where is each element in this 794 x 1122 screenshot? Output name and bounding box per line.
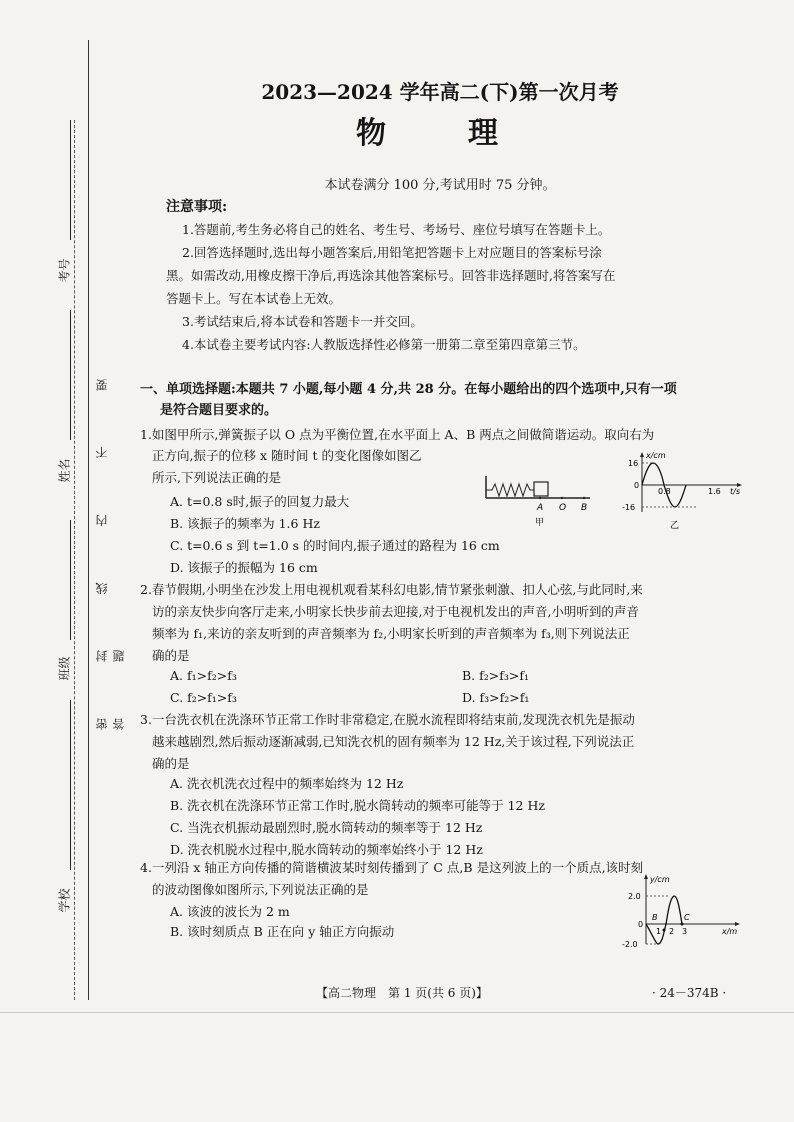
fig-yi-ylabel: x/cm (646, 451, 666, 460)
q2-option-b: B. f₂>f₃>f₁ (462, 668, 529, 683)
q2-option-c: C. f₂>f₁>f₃ (170, 690, 237, 705)
q4-stem: 4.一列沿 x 轴正方向传播的简谐横波某时刻传播到了 C 点,B 是这列波上的一个质点,该时刻 (140, 860, 644, 875)
q2-stem-4: 确的是 (152, 648, 190, 663)
seal-text: 密 封 线 内 不 要 答 题 (95, 352, 126, 730)
q3-stem-3: 确的是 (152, 756, 190, 771)
q1-stem-3: 所示,下列说法正确的是 (152, 470, 281, 485)
fig-q4-point-b: B (652, 913, 658, 922)
figure-yi-graph (618, 450, 748, 540)
field-line-banji (70, 520, 71, 640)
field-xuexiao: 学校 (57, 888, 72, 913)
note-2-end: 答题卡上。写在本试卷上无效。 (166, 291, 342, 306)
fig-q4-ytick-0: 0 (638, 920, 644, 929)
q3-stem-2: 越来越剧烈,然后振动逐渐减弱,已知洗衣机的固有频率为 12 Hz,关于该过程,下列说法正 (152, 734, 635, 749)
section-heading: 一、单项选择题:本题共 7 小题,每小题 4 分,共 28 分。在每小题给出的四个选项中,只有一项 (140, 382, 677, 397)
q2-stem-3: 频率为 f₁,来访的亲友听到的声音频率为 f₂,小明家长听到的声音频率为 f₃,则下列说法正 (152, 626, 630, 641)
field-line-xuexiao (70, 700, 71, 870)
score-info: 本试卷满分 100 分,考试用时 75 分钟。 (324, 178, 556, 193)
note-2-cont: 黑。如需改动,用橡皮擦干净后,再选涂其他答案标号。回答非选择题时,将答案写在 (166, 268, 616, 283)
note-3: 3.考试结束后,将本试卷和答题卡一并交回。 (182, 314, 423, 329)
fig-yi-ytick-16: 16 (628, 459, 639, 468)
q1-option-c: C. t=0.6 s 到 t=1.0 s 的时间内,振子通过的路程为 16 cm (170, 538, 500, 553)
margin-rule-outer (74, 120, 75, 1000)
field-xingming: 姓名 (57, 458, 72, 483)
fig-q4-ytick-2: 2.0 (628, 892, 641, 901)
fig-yi-ytick-0: 0 (634, 481, 640, 490)
q3-option-a: A. 洗衣机洗衣过程中的频率始终为 12 Hz (170, 776, 404, 791)
fig-q4-ytick-m2: -2.0 (622, 940, 638, 949)
q1-option-a: A. t=0.8 s时,振子的回复力最大 (170, 494, 350, 509)
q1-stem-2: 正方向,振子的位移 x 随时间 t 的变化图像如图乙 (152, 448, 422, 463)
q2-stem: 2.春节假期,小明坐在沙发上用电视机观看某科幻电影,情节紧张刺激、扣人心弦,与此同时,来 (140, 582, 643, 597)
q4-option-b: B. 该时刻质点 B 正在向 y 轴正方向振动 (170, 924, 395, 939)
fig-yi-xtick-08: 0.8 (658, 487, 671, 496)
q4-stem-2: 的波动图像如图所示,下列说法正确的是 (152, 882, 369, 897)
section-heading-cont: 是符合题目要求的。 (160, 403, 278, 418)
fig-q4-xtick-2: 2 (669, 927, 675, 936)
field-banji: 班级 (57, 656, 72, 681)
note-1: 1.答题前,考生务必将自己的姓名、考生号、考场号、座位号填写在答题卡上。 (182, 222, 611, 237)
fig-jia-label-a: A (537, 503, 544, 513)
subject-title: 物 理 (356, 116, 524, 151)
field-line-xingming (70, 310, 71, 440)
fig-jia-label-b: B (581, 503, 588, 513)
q3-option-d: D. 洗衣机脱水过程中,脱水筒转动的频率始终小于 12 Hz (170, 842, 483, 857)
note-4: 4.本试卷主要考试内容:人教版选择性必修第一册第二章至第四章第三节。 (182, 337, 586, 352)
q1-stem: 1.如图甲所示,弹簧振子以 O 点为平衡位置,在水平面上 A、B 两点之间做简谐运动。取向右为 (140, 427, 655, 442)
figure-q4-wave (614, 872, 744, 952)
fig-yi-ytick-m16: -16 (622, 503, 636, 512)
q3-stem: 3.一台洗衣机在洗涤环节正常工作时非常稳定,在脱水流程即将结束前,发现洗衣机先是振动 (140, 712, 635, 727)
fig-jia-caption: 甲 (535, 518, 545, 528)
q2-option-d: D. f₃>f₂>f₁ (462, 690, 530, 705)
margin-rule (88, 40, 89, 1000)
fig-jia-label-o: O (559, 503, 567, 513)
fig-q4-xtick-3: 3 (682, 927, 688, 936)
fig-yi-caption: 乙 (670, 521, 680, 531)
q2-option-a: A. f₁>f₂>f₃ (170, 668, 237, 683)
q2-stem-2: 访的亲友快步向客厅走来,小明家长快步前去迎接,对于电视机发出的声音,小明听到的声音 (152, 604, 639, 619)
q4-option-a: A. 该波的波长为 2 m (170, 904, 290, 919)
note-2: 2.回答选择题时,选出每小题答案后,用铅笔把答题卡上对应题目的答案标号涂 (182, 245, 602, 260)
q3-option-b: B. 洗衣机在洗涤环节正常工作时,脱水筒转动的频率可能等于 12 Hz (170, 798, 545, 813)
q3-option-c: C. 当洗衣机振动最剧烈时,脱水筒转动的频率等于 12 Hz (170, 820, 483, 835)
field-kaohao: 考号 (57, 258, 72, 283)
fig-q4-xtick-1: 1 (656, 927, 662, 936)
notes-heading: 注意事项: (166, 199, 228, 215)
fig-yi-xlabel: t/s (730, 487, 740, 496)
fig-q4-point-c: C (684, 913, 690, 922)
footer-code: · 24－374B · (652, 986, 727, 1000)
fig-q4-ylabel: y/cm (650, 875, 670, 884)
footer-page: 【高二物理 第 1 页(共 6 页)】 (316, 986, 488, 1000)
scan-bottom-edge (0, 1012, 794, 1013)
figure-jia-spring (482, 470, 592, 530)
q1-option-b: B. 该振子的频率为 1.6 Hz (170, 516, 320, 531)
exam-title: 2023—2024 学年高二(下)第一次月考 (261, 80, 619, 104)
field-line-kaohao (70, 120, 71, 240)
fig-q4-xlabel: x/m (722, 927, 738, 936)
q1-option-d: D. 该振子的振幅为 16 cm (170, 560, 318, 575)
fig-yi-xtick-16: 1.6 (708, 487, 721, 496)
